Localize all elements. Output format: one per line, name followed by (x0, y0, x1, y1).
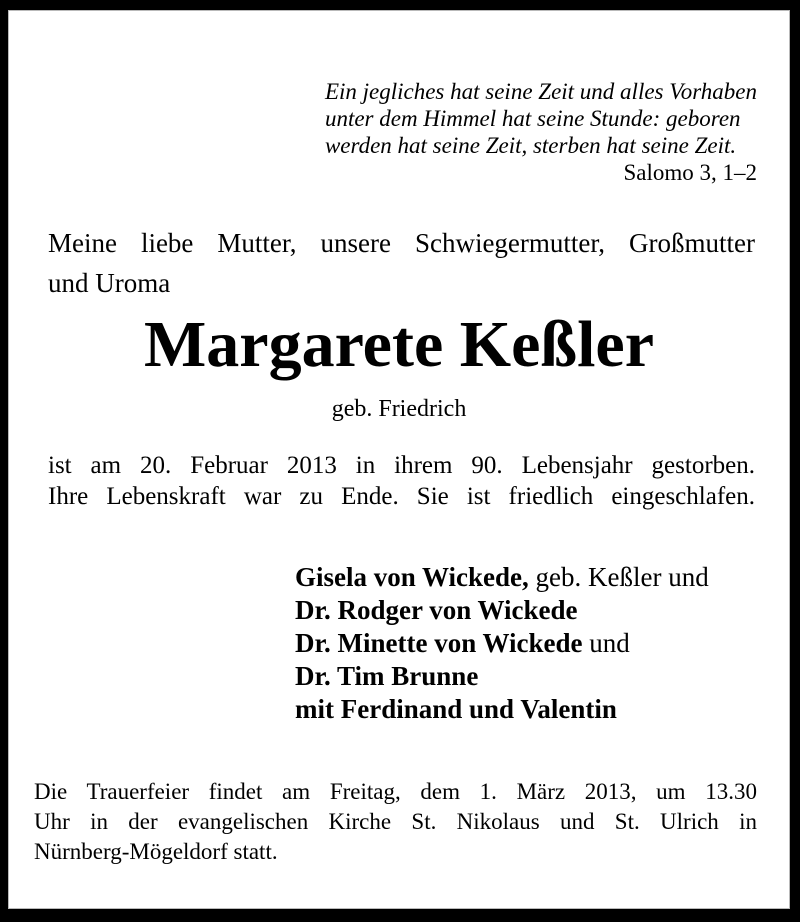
funeral-line: Die Trauerfeier findet am Freitag, dem 1. März 2013, um 13.30 (34, 779, 757, 804)
mourner-name: Gisela von Wickede, (295, 562, 529, 592)
mourner-line (295, 693, 709, 726)
mourners-list (295, 561, 709, 726)
mourner-suffix: und (582, 628, 630, 658)
funeral-details (34, 777, 757, 867)
mourner-name: Dr. Minette von Wickede (295, 628, 583, 658)
scripture-attribution: Salomo 3, 1–2 (623, 160, 757, 185)
salutation-text (48, 223, 755, 303)
mourner-line (295, 594, 709, 627)
funeral-line: Nürnberg-Mögeldorf statt. (34, 839, 278, 864)
scripture-quote (325, 78, 757, 186)
mourner-line (295, 660, 709, 693)
obituary-notice (8, 10, 790, 909)
funeral-line: Uhr in der evangelischen Kirche St. Nikolaus und St. Ulrich in (34, 809, 757, 834)
mourner-name: Dr. Rodger von Wickede (295, 595, 578, 625)
salutation-line: Meine liebe Mutter, unsere Schwiegermutter, Großmutter (48, 228, 755, 258)
mourner-name: Dr. Tim Brunne (295, 661, 479, 691)
obituary-line: ist am 20. Februar 2013 in ihrem 90. Lebensjahr gestorben. (48, 452, 755, 479)
mourner-line (295, 561, 709, 594)
obituary-text (48, 450, 755, 512)
mourner-suffix: geb. Keßler und (528, 562, 709, 592)
salutation-line: und Uroma (48, 268, 171, 298)
obituary-line: Ihre Lebenskraft war zu Ende. Sie ist friedlich eingeschlafen. (48, 483, 755, 510)
scripture-line: Ein jegliches hat seine Zeit und alles Vorhaben (324, 79, 757, 104)
mourner-line (295, 627, 709, 660)
deceased-name: Margarete Keßler (143, 308, 655, 381)
maiden-name: geb. Friedrich (331, 396, 467, 422)
scripture-line: werden hat seine Zeit, sterben hat seine Zeit. (324, 133, 737, 158)
mourner-name: mit Ferdinand und Valentin (295, 694, 617, 724)
scripture-line: unter dem Himmel hat seine Stunde: geboren (324, 106, 741, 131)
